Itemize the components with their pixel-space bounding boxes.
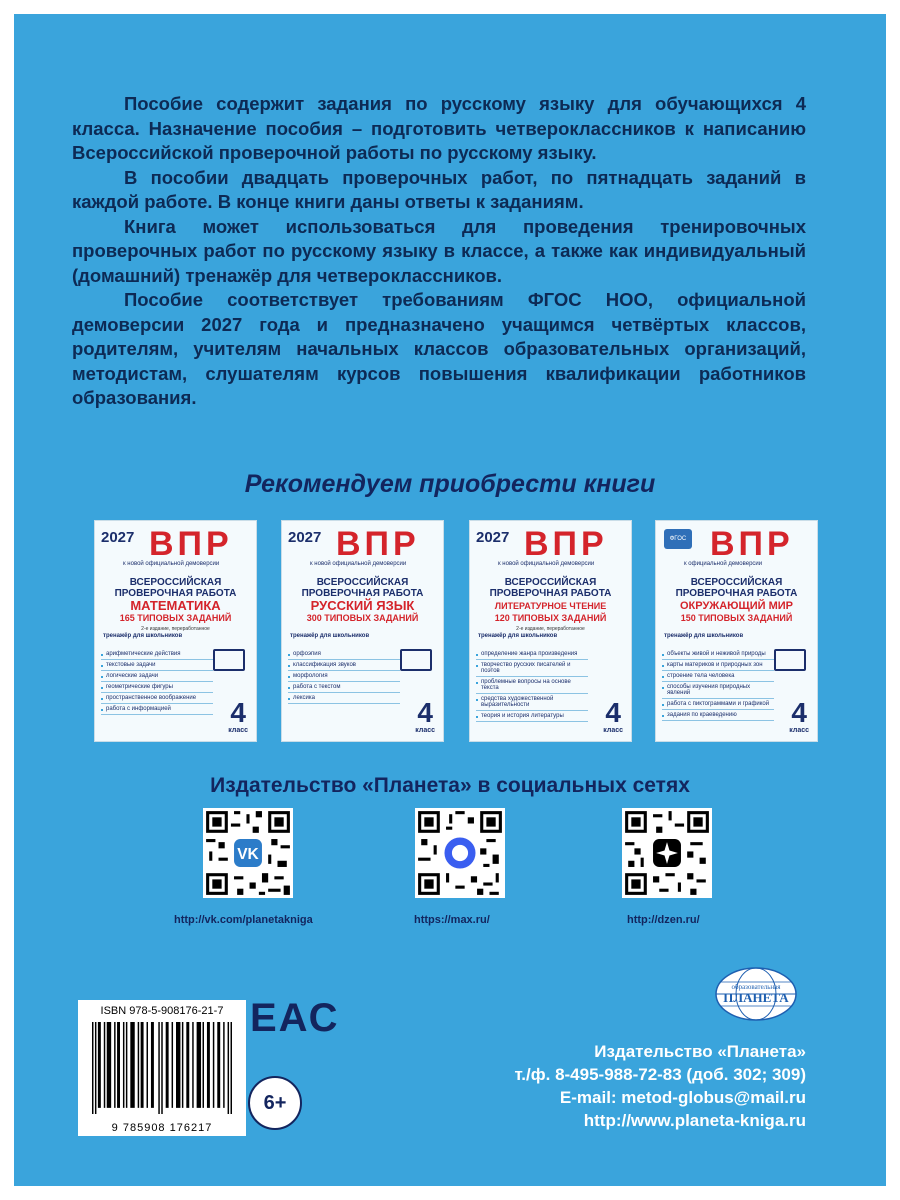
qr-code-vk[interactable] (203, 808, 293, 898)
book-subject: МАТЕМАТИКА (130, 598, 221, 613)
isbn-text: ISBN 978-5-908176-21-7 (100, 1005, 224, 1017)
qr-url-dzen[interactable]: http://dzen.ru/ (627, 914, 700, 926)
list-item: определение жанра произведения (476, 649, 588, 660)
list-item: задания по краеведению (662, 710, 774, 721)
book-year: 2027 (101, 529, 135, 546)
list-item: способы изучения природных явлений (662, 682, 774, 699)
book-topics (476, 649, 588, 722)
isbn-barcode (78, 1000, 246, 1136)
recommend-title: Рекомендуем приобрести книги (244, 470, 656, 498)
list-item: пространственное воображение (101, 693, 213, 704)
globe-logo-icon (708, 964, 804, 1022)
grade-number: 4 (605, 697, 621, 728)
list-item: работа с текстом (288, 682, 400, 693)
list-item: логические задачи (101, 671, 213, 682)
list-item: объекты живой и неживой природы (662, 649, 774, 660)
book-subtitle: к новой официальной демоверсии (123, 561, 220, 567)
open-book-icon (400, 649, 432, 671)
list-item: работа с информацией (101, 704, 213, 715)
book-subject: ЛИТЕРАТУРНОЕ ЧТЕНИЕ (494, 601, 607, 611)
book-line2: ПРОВЕРОЧНАЯ РАБОТА (114, 588, 237, 599)
open-book-icon (213, 649, 245, 671)
book-trainer: тренажёр для школьников (478, 633, 558, 639)
book-trainer: тренажёр для школьников (103, 633, 183, 639)
book-line1: ВСЕРОССИЙСКАЯ (316, 577, 409, 588)
book-cover-math[interactable] (94, 520, 257, 742)
qr-code-icon (415, 808, 505, 898)
book-line2: ПРОВЕРОЧНАЯ РАБОТА (301, 588, 424, 599)
age-rating-badge: 6+ (248, 1076, 302, 1130)
grade-label: класс (415, 727, 435, 734)
book-count: 150 ТИПОВЫХ ЗАДАНИЙ (680, 613, 793, 623)
list-item: орфоэпия (288, 649, 400, 660)
book-subject: ОКРУЖАЮЩИЙ МИР (679, 600, 794, 612)
book-cover-russian[interactable] (281, 520, 444, 742)
qr-code-max[interactable] (415, 808, 505, 898)
description-paragraph-3: Книга может использоваться для проведения тренировочных проверочных работ по русскому языку в классе, а также как индивидуальный (домашний) тренажёр для четвероклассников. (72, 215, 806, 286)
book-trainer: тренажёр для школьников (664, 633, 744, 639)
book-subtitle: к официальной демоверсии (684, 561, 763, 567)
list-item: работа с пиктограммами и графикой (662, 699, 774, 710)
fgos-logo: ФГОС (664, 529, 692, 549)
book-count: 300 ТИПОВЫХ ЗАДАНИЙ (306, 613, 419, 623)
description-text (72, 92, 806, 411)
open-book-icon (774, 649, 806, 671)
eac-mark: ЕАС (250, 996, 340, 1040)
book-title (656, 577, 817, 624)
book-year: 2027 (476, 529, 510, 546)
list-item: теория и история литературы (476, 711, 588, 722)
book-line2: ПРОВЕРОЧНАЯ РАБОТА (489, 588, 612, 599)
list-item: морфология (288, 671, 400, 682)
book-title (95, 577, 256, 635)
book-grade (415, 699, 435, 735)
book-vpr: ВПР (710, 525, 794, 563)
publisher-website[interactable]: http://www.planeta-kniga.ru (583, 1111, 806, 1130)
list-item: творчество русских писателей и поэтов (476, 660, 588, 677)
description-paragraph-4: Пособие соответствует требованиям ФГОС НОО, официальной демоверсии 2027 года и предназначено учащимся четвёртых классов, родителям, учителям начальных классов образовательных организаций, методистам, слушателям курсов повышения квалификации работников образования. (72, 289, 806, 408)
qr-code-icon (622, 808, 712, 898)
book-edition: 2-е издание, переработанное (141, 626, 210, 632)
book-cover-world[interactable] (655, 520, 818, 742)
publisher-email[interactable]: E-mail: metod-globus@mail.ru (559, 1088, 806, 1107)
publisher-phone: т./ф. 8-495-988-72-83 (доб. 302; 309) (514, 1065, 806, 1084)
book-vpr: ВПР (336, 525, 420, 563)
list-item: текстовые задачи (101, 660, 213, 671)
list-item: арифметические действия (101, 649, 213, 660)
list-item: строение тела человека (662, 671, 774, 682)
book-line1: ВСЕРОССИЙСКАЯ (690, 577, 783, 588)
publisher-info (514, 1040, 806, 1132)
list-item: средства художественной выразительности (476, 694, 588, 711)
book-vpr: ВПР (149, 525, 233, 563)
book-line1: ВСЕРОССИЙСКАЯ (129, 577, 222, 588)
book-cover-literature[interactable] (469, 520, 632, 742)
book-line1: ВСЕРОССИЙСКАЯ (504, 577, 597, 588)
list-item: лексика (288, 693, 400, 704)
grade-label: класс (789, 727, 809, 734)
book-count: 120 ТИПОВЫХ ЗАДАНИЙ (494, 613, 607, 623)
logo-text-top: образовательная (731, 983, 781, 991)
social-title: Издательство «Планета» в социальных сетях (210, 774, 690, 797)
grade-number: 4 (230, 697, 246, 728)
book-year: 2027 (288, 529, 322, 546)
book-line2: ПРОВЕРОЧНАЯ РАБОТА (675, 588, 798, 599)
qr-url-max[interactable]: https://max.ru/ (414, 914, 490, 926)
book-subtitle: к новой официальной демоверсии (498, 561, 595, 567)
book-subject: РУССКИЙ ЯЗЫК (310, 598, 415, 613)
book-grade (789, 699, 809, 735)
book-trainer: тренажёр для школьников (290, 633, 370, 639)
planeta-logo (708, 964, 804, 1022)
qr-url-vk[interactable]: http://vk.com/planetakniga (174, 914, 313, 926)
grade-number: 4 (791, 697, 807, 728)
qr-code-dzen[interactable] (622, 808, 712, 898)
book-title (282, 577, 443, 624)
barcode-icon (92, 1022, 232, 1114)
grade-label: класс (228, 727, 248, 734)
book-vpr: ВПР (524, 525, 608, 563)
book-topics (662, 649, 774, 721)
qr-code-icon (203, 808, 293, 898)
description-paragraph-1: Пособие содержит задания по русскому языку для обучающихся 4 класса. Назначение пособия – подготовить четвероклассников к написанию Всероссийской проверочной работы по русскому языку. (72, 93, 806, 163)
book-subtitle: к новой официальной демоверсии (310, 561, 407, 567)
book-grade (603, 699, 623, 735)
list-item: классификация звуков (288, 660, 400, 671)
grade-label: класс (603, 727, 623, 734)
grade-number: 4 (417, 697, 433, 728)
publisher-name: Издательство «Планета» (594, 1042, 806, 1061)
list-item: проблемные вопросы на основе текста (476, 677, 588, 694)
book-title (470, 577, 631, 635)
book-topics (288, 649, 400, 704)
book-edition: 2-е издание, переработанное (516, 626, 585, 632)
list-item: карты материков и природных зон (662, 660, 774, 671)
list-item: геометрические фигуры (101, 682, 213, 693)
book-topics (101, 649, 213, 715)
description-paragraph-2: В пособии двадцать проверочных работ, по пятнадцать заданий в каждой работе. В конце книги даны ответы к заданиям. (72, 166, 806, 212)
book-count: 165 ТИПОВЫХ ЗАДАНИЙ (119, 613, 232, 623)
logo-text-main: ПЛАНЕТА (723, 990, 789, 1005)
book-grade (228, 699, 248, 735)
barcode-number: 9 785908 176217 (111, 1122, 213, 1134)
svg-text:VK: VK (237, 846, 259, 864)
